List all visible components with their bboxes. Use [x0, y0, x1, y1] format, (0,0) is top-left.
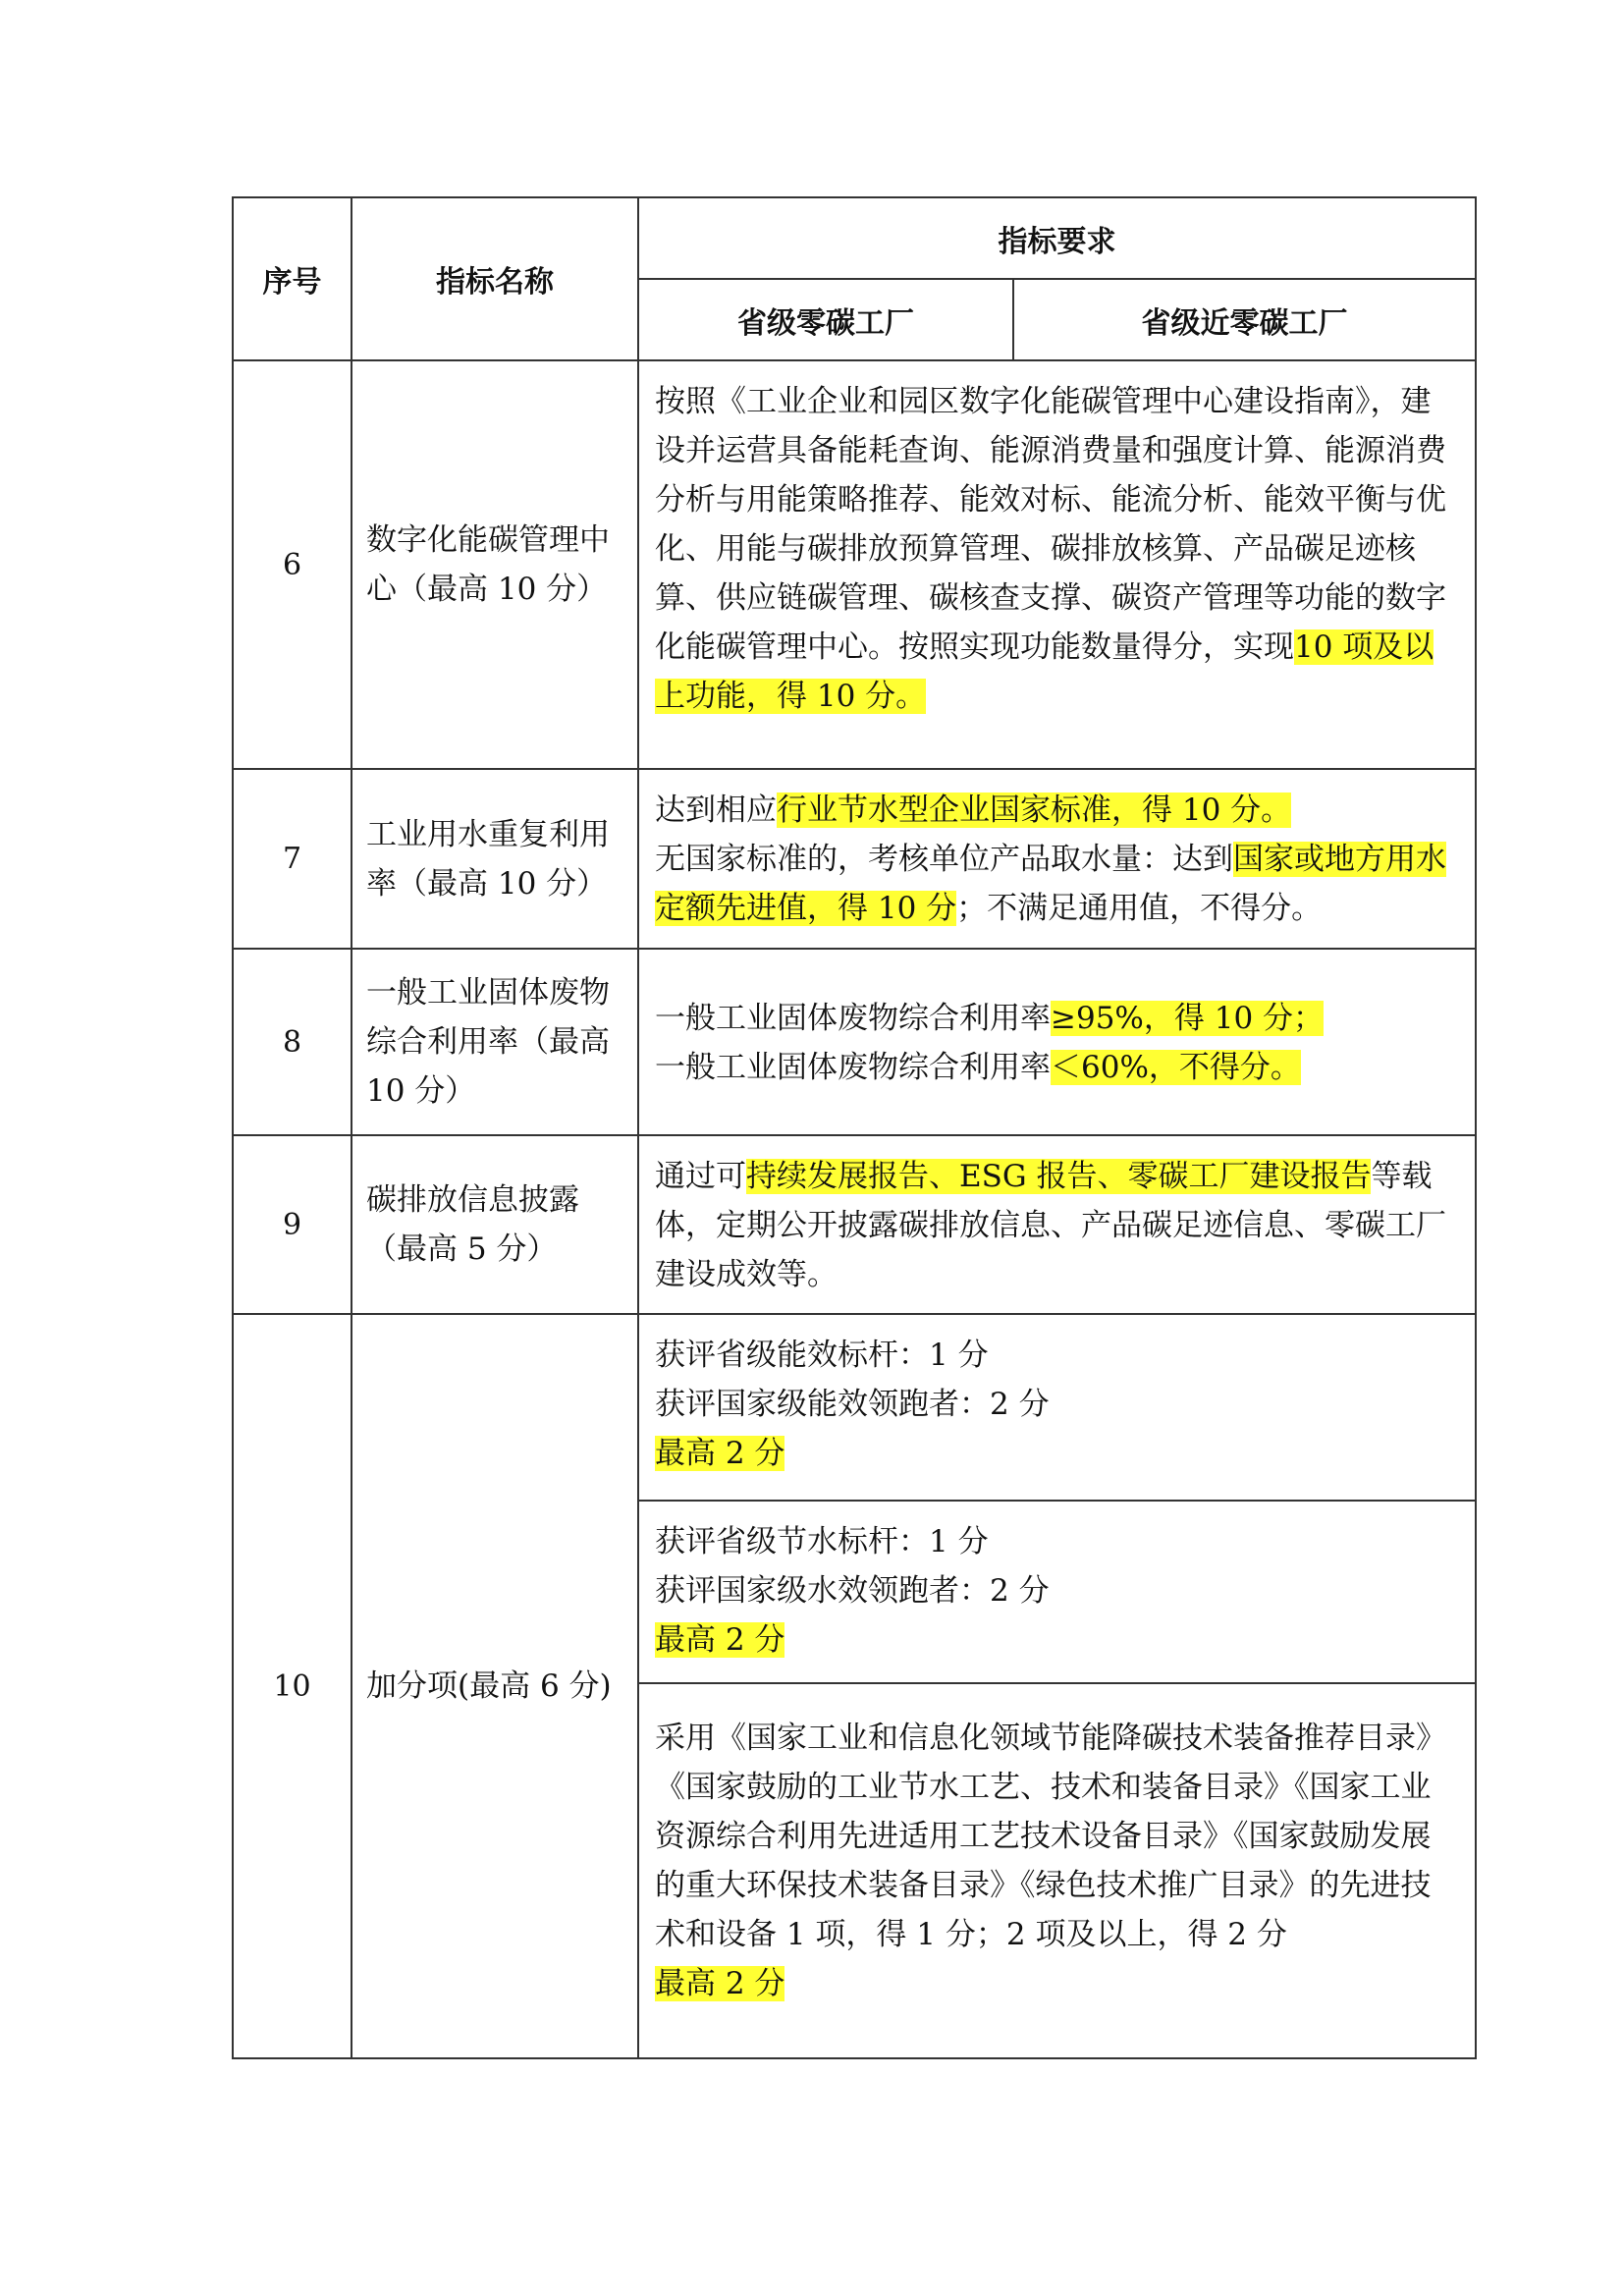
- bonus-item: [638, 1314, 1476, 1501]
- bonus-line: 获评省级节水标杆：1 分: [655, 1524, 989, 1559]
- header-provincial-zero-carbon: 省级零碳工厂: [638, 279, 1013, 360]
- highlighted-text: 国家或地方用水定额先进值，得 10 分: [655, 842, 1446, 926]
- row-number: 6: [233, 360, 352, 769]
- indicator-name: 碳排放信息披露（最高 5 分）: [352, 1135, 638, 1314]
- table-row: [233, 1314, 1476, 1501]
- bonus-item: [638, 1501, 1476, 1683]
- table-row: [233, 949, 1476, 1135]
- highlighted-text: ＜60%，不得分。: [1051, 1050, 1301, 1085]
- requirement-text: 按照《工业企业和园区数字化能碳管理中心建设指南》，建设并运营具备能耗查询、能源消费量和强度计算、能源消费分析与用能策略推荐、能效对标、能流分析、能效平衡与优化、用能与碳排放预算管理、碳排放核算、产品碳足迹核算、供应链碳管理、碳核查支撑、碳资产管理等功能的数字化能碳管理中心。按照实现功能数量得分，实现: [655, 384, 1446, 665]
- header-no: 序号: [233, 197, 352, 360]
- row-number: 10: [233, 1314, 352, 2058]
- requirement-text: ；不满足通用值，不得分。: [956, 891, 1323, 926]
- header-requirements: 指标要求: [638, 197, 1476, 279]
- indicator-name: 数字化能碳管理中心（最高 10 分）: [352, 360, 638, 769]
- highlighted-text: 最高 2 分: [655, 1966, 785, 2001]
- indicator-name: 一般工业固体废物综合利用率（最高 10 分）: [352, 949, 638, 1135]
- table-row: [233, 769, 1476, 949]
- header-name: 指标名称: [352, 197, 638, 360]
- highlighted-text: 行业节水型企业国家标准，得 10 分。: [777, 793, 1292, 828]
- table-row: [233, 360, 1476, 769]
- indicator-name: 加分项(最高 6 分): [352, 1314, 638, 2058]
- requirement-text: 一般工业固体废物综合利用率: [655, 1001, 1051, 1036]
- row-number: 9: [233, 1135, 352, 1314]
- indicator-requirement: [638, 360, 1476, 769]
- requirement-text: 等载体，定期公开披露碳排放信息、产品碳足迹信息、零碳工厂建设成效等。: [655, 1159, 1446, 1292]
- highlighted-text: 最高 2 分: [655, 1436, 785, 1471]
- highlighted-text: ≥95%，得 10 分；: [1051, 1001, 1325, 1036]
- indicator-table: [232, 196, 1477, 2059]
- requirement-text: 一般工业固体废物综合利用率: [655, 1050, 1051, 1085]
- bonus-line: 获评国家级水效领跑者：2 分: [655, 1573, 1050, 1609]
- indicator-requirement: [638, 1135, 1476, 1314]
- header-provincial-near-zero-carbon: 省级近零碳工厂: [1013, 279, 1476, 360]
- requirement-text: 无国家标准的，考核单位产品取水量：达到: [655, 842, 1233, 877]
- bonus-text: 采用《国家工业和信息化领域节能降碳技术装备推荐目录》《国家鼓励的工业节水工艺、技术和装备目录》《国家工业资源综合利用先进适用工艺技术设备目录》《国家鼓励发展的重大环保技术装备目录》《绿色技术推广目录》的先进技术和设备 1 项，得 1 分；2 项及以上，得 2 分: [655, 1721, 1446, 1952]
- table-row: [233, 1135, 1476, 1314]
- bonus-line: 获评省级能效标杆：1 分: [655, 1338, 989, 1373]
- highlighted-text: 最高 2 分: [655, 1622, 785, 1658]
- row-number: 7: [233, 769, 352, 949]
- requirement-text: 达到相应: [655, 793, 777, 828]
- row-number: 8: [233, 949, 352, 1135]
- highlighted-text: 持续发展报告、ESG 报告、零碳工厂建设报告: [746, 1159, 1372, 1194]
- bonus-line: 获评国家级能效领跑者：2 分: [655, 1387, 1050, 1422]
- highlighted-text: 10 项及以上功能，得 10 分。: [655, 629, 1434, 714]
- bonus-item: [638, 1683, 1476, 2058]
- indicator-requirement: [638, 949, 1476, 1135]
- requirement-text: 通过可: [655, 1159, 746, 1194]
- indicator-name: 工业用水重复利用率（最高 10 分）: [352, 769, 638, 949]
- indicator-requirement: [638, 769, 1476, 949]
